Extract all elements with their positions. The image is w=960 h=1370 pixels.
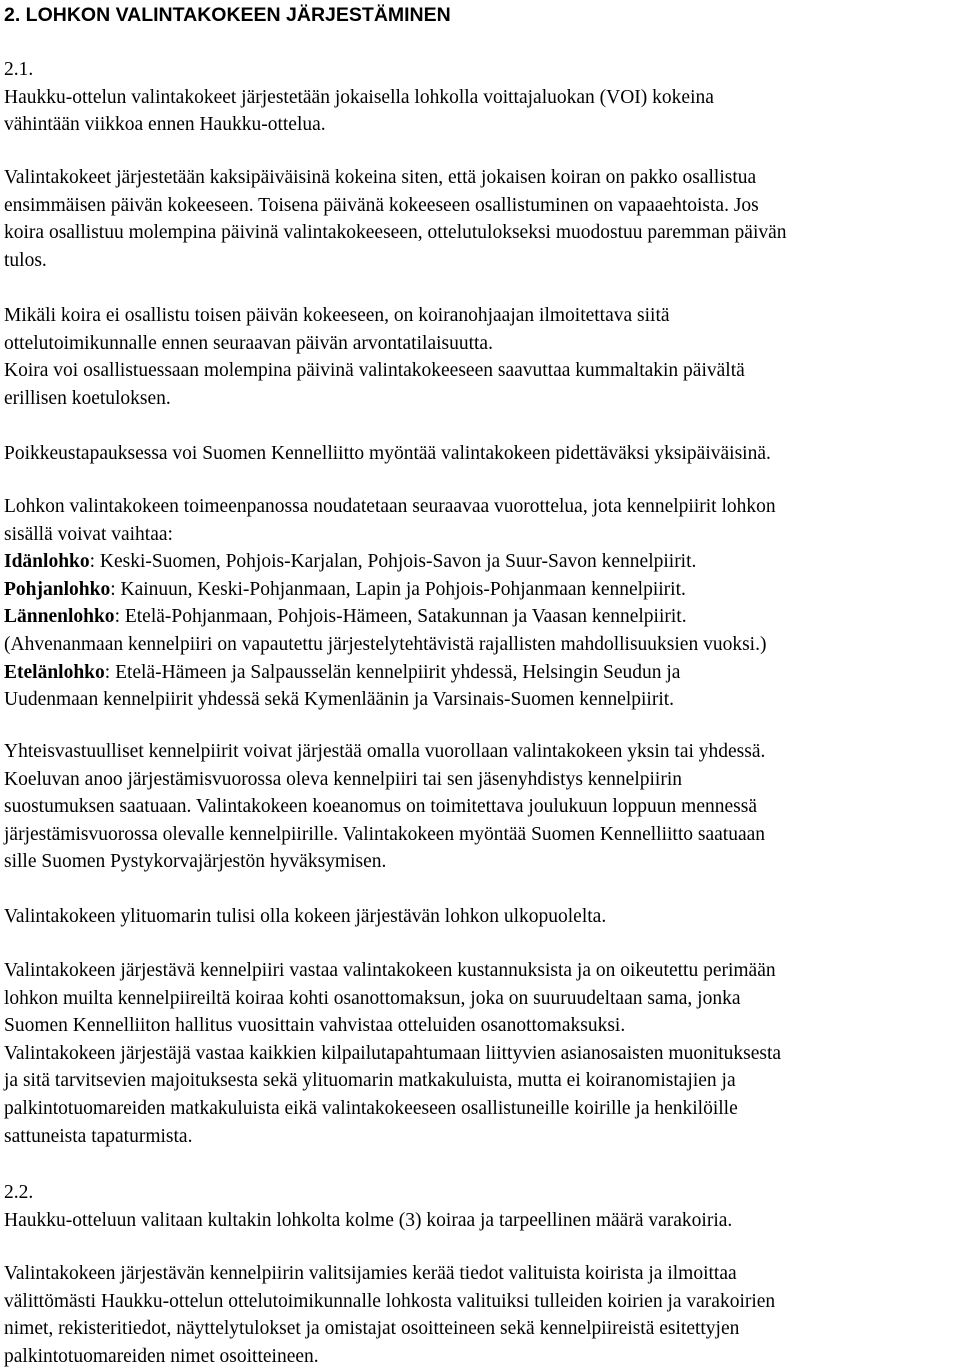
text-line: Haukku-ottelun valintakokeet järjestetään jokaisella lohkolla voittajaluokan (VOI) kokeina: [4, 86, 714, 108]
paragraph-valintakokeet: [4, 164, 956, 274]
text-line: Valintakokeen ylituomarin tulisi olla kokeen järjestävän lohkon ulkopuolelta.: [4, 906, 607, 927]
paragraph-valitsijamies: [4, 1260, 956, 1370]
lohko-label: Pohjanlohko: [4, 578, 111, 600]
text-line: ensimmäisen päivän kokeeseen. Toisena päivänä kokeeseen osallistuminen on vapaaehtoista. Jos: [4, 194, 759, 216]
text-line: Koeluvan anoo järjestämisvuorossa oleva kennelpiiri tai sen jäsenyhdistys kennelpiirin: [4, 768, 683, 790]
paragraph-kustannukset: [4, 957, 956, 1150]
lohko-idan: Idänlohko: Keski-Suomen, Pohjois-Karjalan, Pohjois-Savon ja Suur-Savon kennelpiirit.: [4, 551, 697, 573]
text-line: sisällä voivat vaihtaa:: [4, 523, 173, 545]
text-line: Valintakokeen järjestäjä vastaa kaikkien kilpailutapahtumaan liittyvien asianosaisten muonituksesta: [4, 1042, 782, 1064]
text-line: palkintotuomareiden nimet osoitteineen.: [4, 1345, 319, 1367]
section-2-1: [4, 56, 956, 139]
lohko-label: Lännenlohko: [4, 606, 115, 628]
text-line: Valintakokeet järjestetään kaksipäiväisinä kokeina siten, että jokaisen koiran on pakko osallistua: [4, 167, 757, 188]
text-line: Lohkon valintakokeen toimeenpanossa noudatetaan seuraavaa vuorottelua, jota kennelpiirit lohkon: [4, 496, 776, 517]
section-number: 2.1.: [4, 59, 34, 80]
lohko-lannen: Lännenlohko: Etelä-Pohjanmaan, Pohjois-Hämeen, Satakunnan ja Vaasan kennelpiirit.: [4, 606, 687, 628]
section-2-2: [4, 1179, 956, 1234]
text-line: Uudenmaan kennelpiirit yhdessä sekä Kymenläänin ja Varsinais-Suomen kennelpiirit.: [4, 689, 675, 711]
text-line: (Ahvenanmaan kennelpiiri on vapautettu järjestelytehtävistä rajallisten mahdollisuuksien vuoksi.): [4, 633, 767, 655]
text-line: suostumuksen saatuaan. Valintakokeen koeanomus on toimitettava joulukuun loppuun mennessä: [4, 796, 757, 818]
lohko-etelan: Etelänlohko: Etelä-Hämeen ja Salpausselän kennelpiirit yhdessä, Helsingin Seudun ja: [4, 661, 681, 683]
text-line: tulos.: [4, 249, 47, 271]
text-line: Poikkeustapauksessa voi Suomen Kennelliitto myöntää valintakokeen pidettäväksi yksipäiväisinä.: [4, 443, 771, 464]
paragraph-yhteisvastuulliset: [4, 738, 956, 876]
text-line: lohkon muilta kennelpiireiltä koiraa kohti osanottomaksun, joka on suuruudeltaan sama, jonka: [4, 987, 741, 1009]
text-line: Koira voi osallistuessaan molempina päivinä valintakokeeseen saavuttaa kummaltakin päivältä: [4, 360, 745, 382]
text-line: Suomen Kennelliiton hallitus vuosittain vahvistaa otteluiden osanottomaksuksi.: [4, 1015, 626, 1037]
lohko-label: Etelänlohko: [4, 661, 105, 683]
text-line: ottelutoimikunnalle ennen seuraavan päivän arvontatilaisuutta.: [4, 332, 493, 354]
text-line: Haukku-otteluun valitaan kultakin lohkolta kolme (3) koiraa ja tarpeellinen määrä varakoiria.: [4, 1209, 733, 1231]
text-line: koira osallistuu molempina päivinä valintakokeeseen, ottelutulokseksi muodostuu paremman päivän: [4, 222, 787, 244]
text-line: palkintotuomareiden matkakuluista eikä valintakokeeseen osallistuneille koirille ja henkilöille: [4, 1097, 738, 1119]
text-line: sattuneista tapaturmista.: [4, 1125, 193, 1147]
text-line: järjestämisvuorossa olevalle kennelpiirille. Valintakokeen myöntää Suomen Kennelliitto saatuaan: [4, 823, 766, 845]
paragraph-lohkon: [4, 493, 956, 714]
section-number: 2.2.: [4, 1182, 34, 1203]
text-line: nimet, rekisteritiedot, näyttelytulokset ja omistajat osoitteineen sekä kennelpiireistä esitettyjen: [4, 1318, 740, 1340]
text-line: erillisen koetuloksen.: [4, 387, 171, 409]
text-line: sille Suomen Pystykorvajärjestön hyväksymisen.: [4, 851, 387, 873]
paragraph-ylituomari: [4, 903, 956, 931]
text-line: vähintään viikkoa ennen Haukku-ottelua.: [4, 114, 326, 136]
lohko-label: Idänlohko: [4, 551, 90, 573]
text-line: Yhteisvastuulliset kennelpiirit voivat järjestää omalla vuorollaan valintakokeen yksin tai yhdessä.: [4, 741, 766, 762]
text-line: ja sitä tarvitsevien majoituksesta sekä ylituomarin matkakuluista, mutta ei koiranomistajien ja: [4, 1070, 736, 1092]
paragraph-poikkeus: [4, 440, 956, 468]
text-line: Valintakokeen järjestävän kennelpiirin valitsijamies kerää tiedot valituista koirista ja ilmoittaa: [4, 1263, 737, 1284]
text-line: välittömästi Haukku-ottelun ottelutoimikunnalle lohkosta valituiksi tulleiden koirien ja varakoirien: [4, 1290, 776, 1312]
text-line: Mikäli koira ei osallistu toisen päivän kokeeseen, on koiranohjaajan ilmoitettava siitä: [4, 305, 670, 326]
section-heading: 2. LOHKON VALINTAKOKEEN JÄRJESTÄMINEN: [4, 4, 451, 26]
paragraph-mikali: [4, 302, 956, 412]
lohko-pohjan: Pohjanlohko: Kainuun, Keski-Pohjanmaan, Lapin ja Pohjois-Pohjanmaan kennelpiirit.: [4, 578, 686, 600]
text-line: Valintakokeen järjestävä kennelpiiri vastaa valintakokeen kustannuksista ja on oikeutettu perimään: [4, 960, 776, 981]
